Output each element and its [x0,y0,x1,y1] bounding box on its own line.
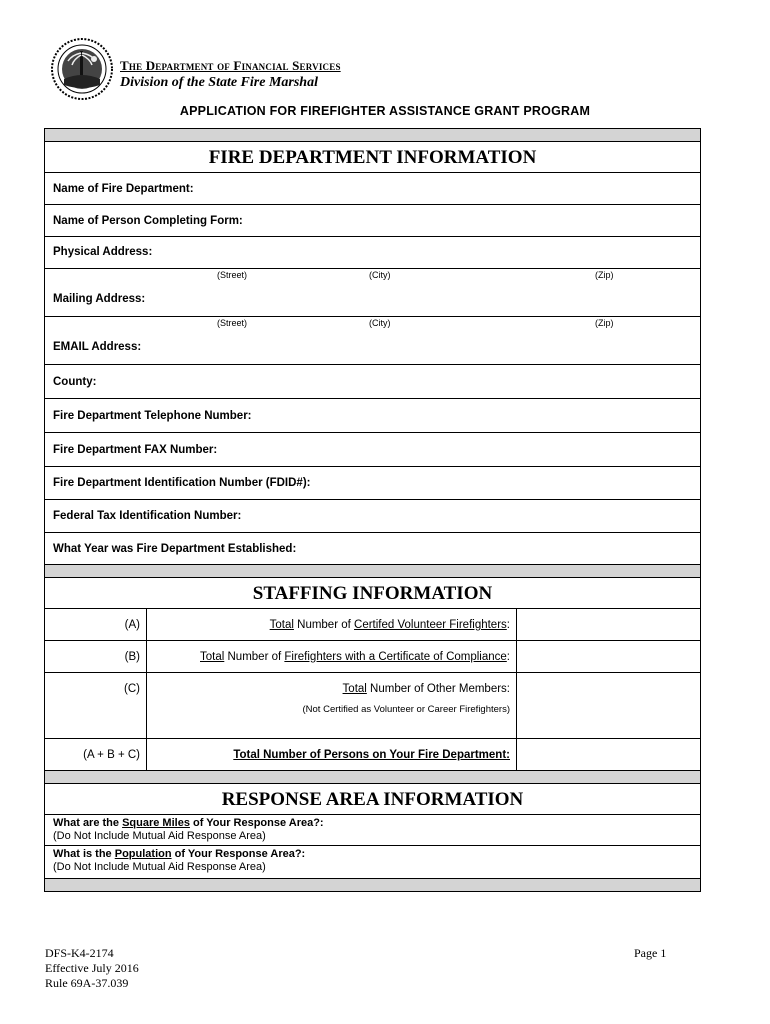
tax-id-label: Federal Tax Identification Number: [53,510,242,522]
effective-date: Effective July 2016 [45,961,139,975]
year-established-label: What Year was Fire Department Established: [53,542,297,555]
form-footer [45,946,139,991]
row-total-input[interactable] [517,739,700,770]
fire-department-section-title: FIRE DEPARTMENT INFORMATION [45,142,700,173]
staffing-section-title: STAFFING INFORMATION [45,578,700,609]
row-b-code: (B) [45,641,147,672]
department-name: The Department of Financial Services [120,58,341,73]
row-c-input[interactable] [517,673,700,738]
fax-label: Fire Department FAX Number: [53,443,218,456]
row-a-label: Total Number of Certifed Volunteer Firefighters: [147,609,517,640]
form-number: DFS-K4-2174 [45,946,114,960]
tax-id-field[interactable] [45,500,700,533]
email-address-field[interactable] [45,317,700,365]
square-miles-note: (Do Not Include Mutual Aid Response Area) [53,830,266,842]
fdid-field[interactable] [45,467,700,500]
state-seal-logo [50,37,114,101]
divider-bar [45,771,700,784]
divider-bar [45,879,700,891]
division-name: Division of the State Fire Marshal [120,75,318,90]
street-caption: (Street) [217,270,248,280]
population-field[interactable] [45,846,700,879]
application-form [44,128,701,892]
physical-address-field[interactable] [45,237,700,269]
fire-department-name-field[interactable] [45,173,700,205]
row-c-code: (C) [45,673,147,738]
street-caption: (Street) [217,318,248,328]
fdid-label: Fire Department Identification Number (FDID#): [53,477,311,489]
zip-caption: (Zip) [595,270,614,280]
mailing-address-label: Mailing Address: [53,293,146,305]
fire-department-name-label: Name of Fire Department: [53,182,194,195]
telephone-label: Fire Department Telephone Number: [53,409,252,422]
square-miles-question: What are the Square Miles of Your Response Area?: [53,817,324,829]
zip-caption: (Zip) [595,318,614,328]
row-b-label: Total Number of Firefighters with a Certificate of Compliance: [147,641,517,672]
application-title: APPLICATION FOR FIREFIGHTER ASSISTANCE GRANT PROGRAM [179,104,591,118]
person-completing-form-label: Name of Person Completing Form: [53,214,243,227]
row-a-code: (A) [45,609,147,640]
row-b-input[interactable] [517,641,700,672]
physical-address-label: Physical Address: [53,246,153,258]
county-field[interactable] [45,365,700,399]
divider-bar [45,129,700,142]
row-c-label: Total Number of Other Members: (Not Certified as Volunteer or Career Firefighters) [147,673,517,738]
fax-field[interactable] [45,433,700,467]
square-miles-field[interactable] [45,815,700,846]
staffing-row-a [45,609,700,641]
city-caption: (City) [369,318,391,328]
row-a-input[interactable] [517,609,700,640]
response-area-section-title: RESPONSE AREA INFORMATION [45,784,700,815]
person-completing-form-field[interactable] [45,205,700,237]
page-number: Page 1 [634,946,667,960]
staffing-row-total [45,739,700,771]
mailing-address-field[interactable] [45,269,700,317]
row-c-note: (Not Certified as Volunteer or Career Firefighters) [302,704,510,715]
divider-bar [45,565,700,578]
staffing-row-c [45,673,700,739]
rule-number: Rule 69A-37.039 [45,976,129,990]
telephone-field[interactable] [45,399,700,433]
population-note: (Do Not Include Mutual Aid Response Area) [53,861,266,873]
population-question: What is the Population of Your Response Area?: [53,848,306,860]
row-total-code: (A + B + C) [45,739,147,770]
staffing-row-b [45,641,700,673]
year-established-field[interactable] [45,533,700,565]
email-address-label: EMAIL Address: [53,341,142,353]
county-label: County: [53,375,97,388]
city-caption: (City) [369,270,391,280]
row-total-label: Total Number of Persons on Your Fire Department: [147,739,517,770]
